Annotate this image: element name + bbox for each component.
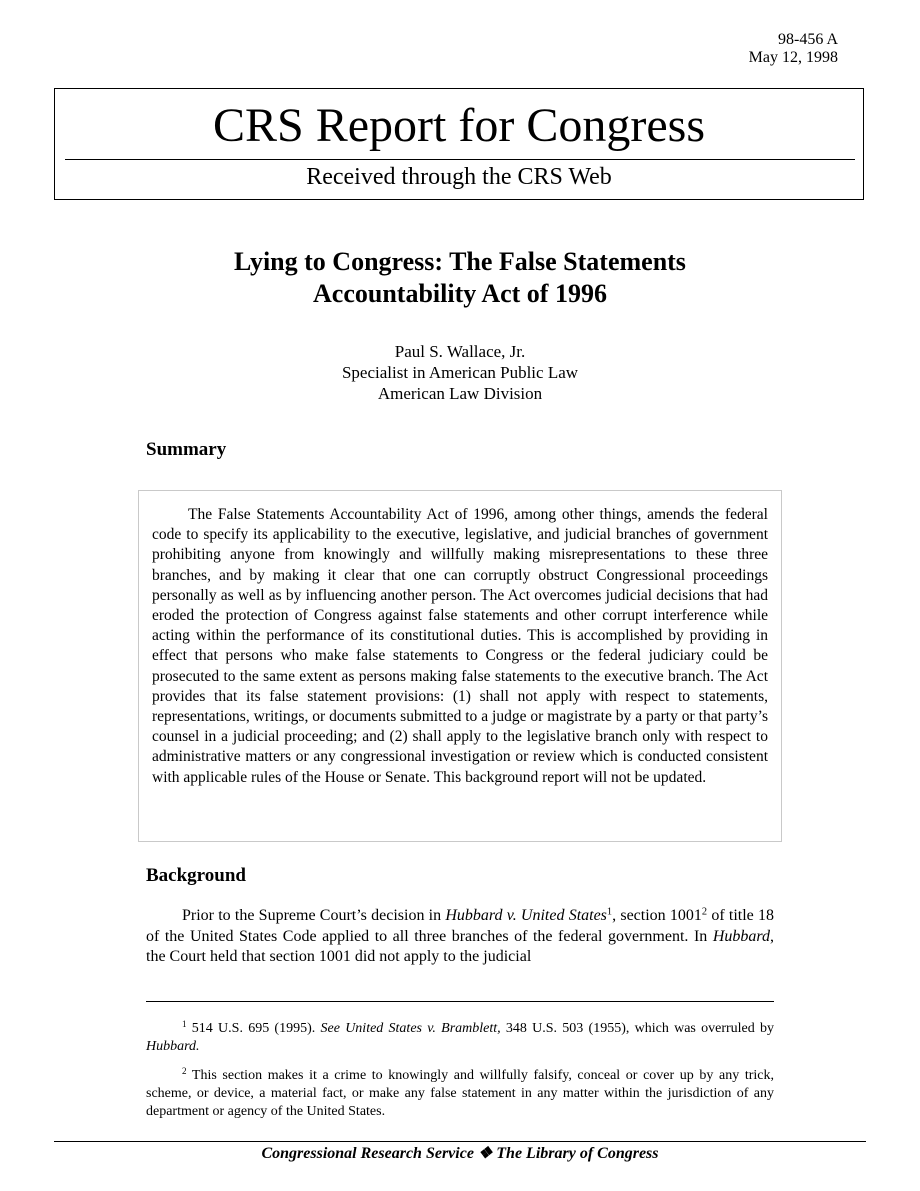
bg-text-a: Prior to the Supreme Court’s decision in (182, 907, 446, 924)
footnote-ref-2: 2 (701, 906, 708, 918)
footnote-ref-1: 1 (606, 906, 613, 918)
case-citation-short: Hubbard (712, 927, 770, 945)
footnote-1-number: 1 (182, 1019, 187, 1029)
document-title-line1: Lying to Congress: The False Statements (234, 247, 686, 276)
author-name: Paul S. Wallace, Jr. (394, 342, 526, 361)
background-heading: Background (146, 865, 246, 886)
report-banner (54, 88, 864, 200)
footnote-rule (146, 1001, 774, 1002)
banner-rule (65, 159, 855, 160)
fn1-text-a: 514 U.S. 695 (1995). (186, 1021, 321, 1036)
report-meta (749, 31, 838, 67)
fn1-case: Hubbard. (146, 1039, 200, 1054)
footnote-2-number: 2 (182, 1066, 187, 1076)
author-division: American Law Division (377, 384, 543, 403)
footer-library: The Library of Congress (496, 1145, 659, 1162)
fn2-text: This section makes it a crime to knowingly and willfully falsify, conceal or cover up by any trick, scheme, or device, a material fact, or make any false statement in any matter within the jurisdiction of any department or agency of the United States. (146, 1068, 774, 1119)
case-citation: Hubbard v. United States (445, 907, 607, 924)
author-block (0, 341, 920, 404)
background-paragraph (146, 906, 774, 968)
summary-box (138, 490, 782, 842)
footer-crs: Congressional Research Service (261, 1145, 474, 1162)
summary-heading: Summary (146, 439, 227, 460)
banner-title: CRS Report for Congress (213, 99, 705, 152)
document-title-line2: Accountability Act of 1996 (313, 279, 607, 308)
footnote-2 (146, 1067, 774, 1121)
fn1-text-b: 348 U.S. 503 (1955), which was overruled by (500, 1021, 774, 1036)
summary-text: The False Statements Accountability Act of 1996, among other things, amends the federal code to specify its applicability to the executive, legislative, and judicial branches of government prohibiting anyone from knowingly and willfully making misrepresentations to these three branches, and by making it clear that one can corruptly obstruct Congressional proceedings personally as well as by influencing another person. The Act overcomes judicial decisions that had eroded the protection of Congress against false statements and other corrupt interference while acting within the performance of its constitutional duties. This is accomplished by providing in effect that persons who make false statements to Congress or the federal judiciary could be prosecuted to the same extent as persons making false statements to the executive branch. The Act provides that its false statement provisions: (1) shall not apply with respect to statements, representations, writings, or documents submitted to a judge or magistrate by a party or that party’s counsel in a judicial proceeding; and (2) shall apply to the legislative branch only with respect to administrative matters or any congressional investigation or review which is conducted consistent with applicable rules of the House or Senate. This background report will not be updated. (152, 506, 768, 786)
fn1-see-citation: See United States v. Bramblett, (320, 1021, 501, 1036)
banner-subtitle: Received through the CRS Web (306, 164, 612, 190)
bg-text-d: , the Court held that section 1001 did not apply to the judicial (146, 927, 774, 965)
bg-text-b: , section 1001 (612, 907, 702, 924)
footer-rule (54, 1141, 866, 1142)
report-number: 98-456 A (778, 31, 838, 48)
footnote-1 (146, 1020, 774, 1056)
author-title: Specialist in American Public Law (341, 363, 579, 382)
document-title (0, 246, 920, 310)
bg-text-c: of title 18 of the United States Code applied to all three branches of the federal government. In (146, 907, 775, 945)
report-date: May 12, 1998 (748, 49, 838, 66)
diamond-separator-icon: ❖ (477, 1145, 493, 1162)
page-footer (0, 1144, 920, 1164)
